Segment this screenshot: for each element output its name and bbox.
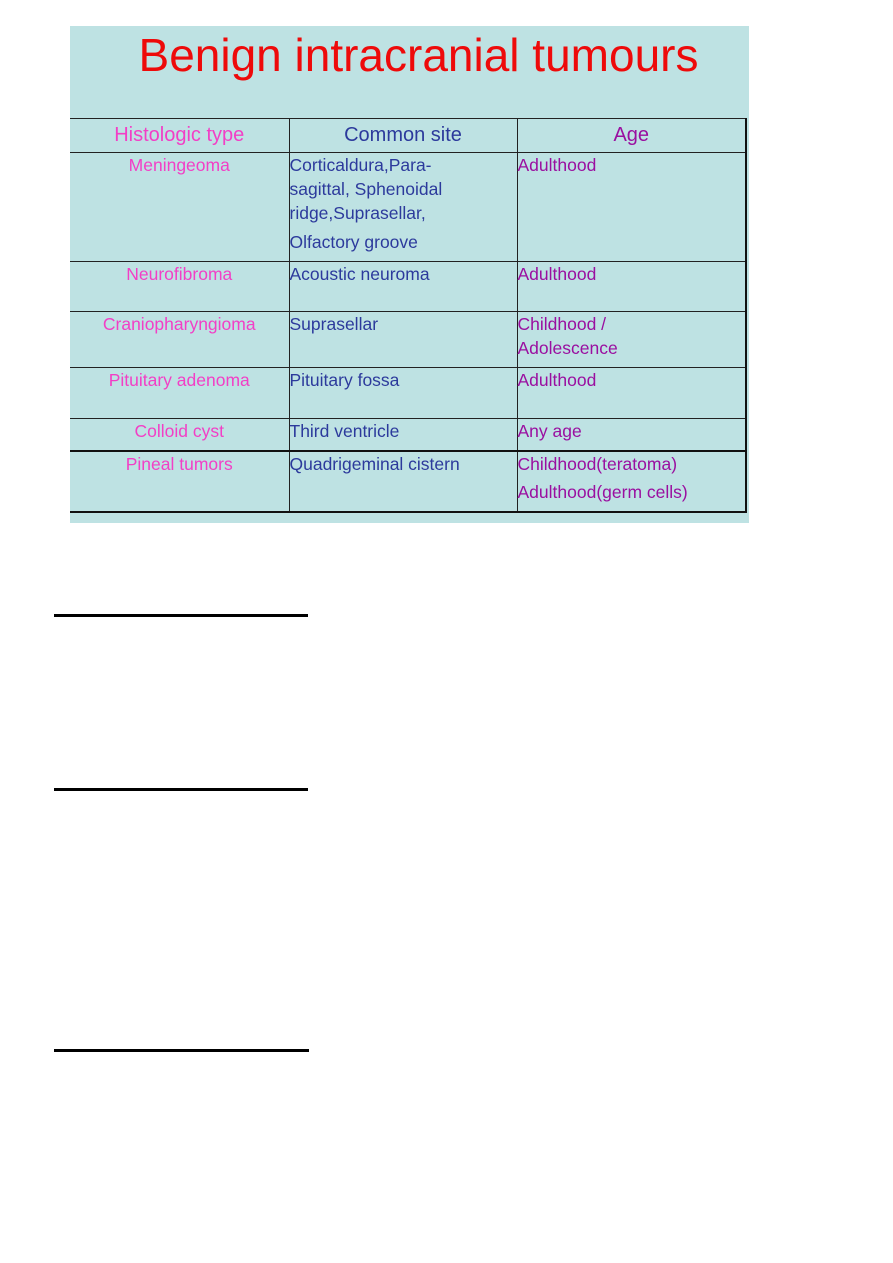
header-common-site: Common site	[289, 119, 517, 153]
cell-age	[517, 419, 746, 451]
table-row	[70, 153, 746, 262]
horizontal-rule	[54, 614, 308, 617]
table-row	[70, 262, 746, 312]
site-line: sagittal, Sphenoidal	[289, 179, 443, 199]
age-line: Adulthood	[517, 155, 597, 175]
table-row	[70, 419, 746, 451]
cell-age	[517, 153, 746, 262]
age-line: Adulthood	[517, 370, 597, 390]
cell-histologic-type: Meningeoma	[70, 153, 289, 262]
horizontal-rule	[54, 1049, 309, 1052]
age-line: Any age	[517, 421, 582, 441]
cell-common-site	[289, 312, 517, 368]
table-header-row	[70, 119, 746, 153]
cell-common-site	[289, 419, 517, 451]
site-line: Acoustic neuroma	[289, 264, 430, 284]
cell-age	[517, 262, 746, 312]
cell-common-site	[289, 262, 517, 312]
cell-age	[517, 312, 746, 368]
cell-histologic-type: Pineal tumors	[70, 451, 289, 512]
cell-common-site	[289, 451, 517, 512]
age-line: Adulthood(germ cells)	[517, 481, 688, 502]
cell-histologic-type: Colloid cyst	[70, 419, 289, 451]
age-line: Adulthood	[517, 264, 597, 284]
age-line: Adolescence	[517, 338, 618, 358]
cell-histologic-type: Pituitary adenoma	[70, 368, 289, 419]
cell-age	[517, 368, 746, 419]
table-row	[70, 368, 746, 419]
slide-image	[70, 26, 749, 523]
header-histologic-type: Histologic type	[70, 119, 289, 153]
site-line: Quadrigeminal cistern	[289, 453, 460, 474]
site-line: Suprasellar	[289, 314, 379, 334]
cell-common-site	[289, 153, 517, 262]
cell-histologic-type: Neurofibroma	[70, 262, 289, 312]
site-line: ridge,Suprasellar,	[289, 203, 426, 223]
table-row	[70, 451, 746, 512]
site-line: Pituitary fossa	[289, 370, 400, 390]
horizontal-rule	[54, 788, 308, 791]
site-line: Corticaldura,Para-	[289, 155, 432, 175]
tumour-table	[70, 118, 747, 513]
slide-title: Benign intracranial tumours	[138, 29, 699, 81]
cell-histologic-type: Craniopharyngioma	[70, 312, 289, 368]
age-line: Childhood /	[517, 314, 607, 334]
site-line: Olfactory groove	[289, 232, 418, 252]
cell-age	[517, 451, 746, 512]
site-line: Third ventricle	[289, 421, 400, 441]
age-line: Childhood(teratoma)	[517, 453, 678, 474]
header-age: Age	[517, 119, 746, 153]
table-row	[70, 312, 746, 368]
cell-common-site	[289, 368, 517, 419]
